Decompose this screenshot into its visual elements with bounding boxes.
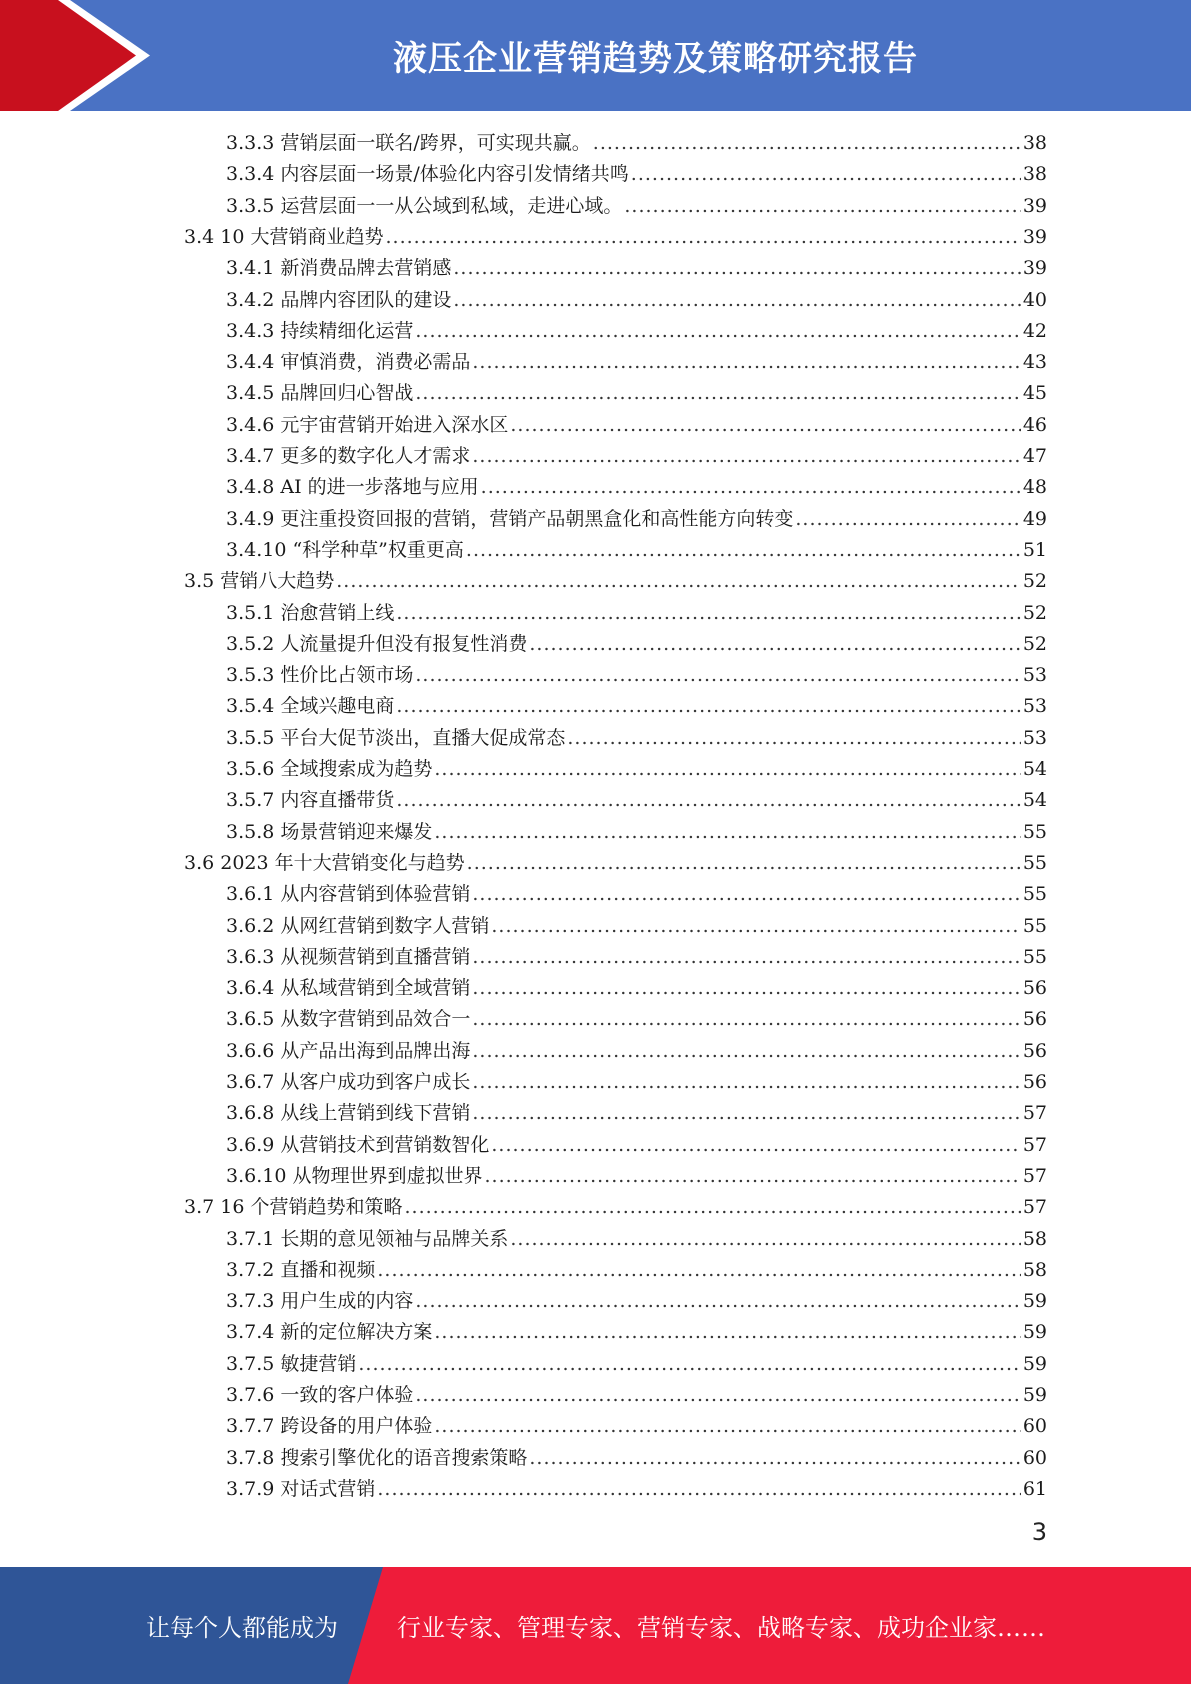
toc-entry-page: 39 (1022, 194, 1047, 217)
toc-leader-dots (377, 1474, 1020, 1505)
toc-entry[interactable] (184, 848, 1047, 879)
toc-entry-title: 3.6.5 从数字营销到品效合一 (226, 1008, 471, 1031)
toc-leader-dots (472, 879, 1020, 910)
toc-entry[interactable] (226, 1161, 1047, 1192)
toc-entry[interactable] (226, 410, 1047, 441)
toc-entry[interactable] (226, 1286, 1047, 1317)
toc-entry[interactable] (226, 316, 1047, 347)
toc-entry-title: 3.4.1 新消费品牌去营销感 (226, 257, 452, 280)
toc-entry-page: 54 (1022, 789, 1047, 812)
toc-entry-title: 3.4.7 更多的数字化人才需求 (226, 445, 471, 467)
toc-entry-page: 58 (1022, 1227, 1047, 1250)
toc-entry-title: 3.7.9 对话式营销 (226, 1477, 376, 1500)
toc-entry-title: 3.4.3 持续精细化运营 (226, 319, 414, 342)
toc-entry-title: 3.7.2 直播和视频 (226, 1258, 376, 1281)
toc-leader-dots (358, 1349, 1020, 1380)
toc-entry-title: 3.6.7 从客户成功到客户成长 (226, 1071, 471, 1093)
toc-entry-title: 3.3.5 运营层面一一从公域到私域，走进心域。 (226, 194, 623, 217)
toc-entry[interactable] (226, 504, 1047, 535)
toc-leader-dots (472, 1004, 1020, 1035)
toc-leader-dots (484, 1161, 1020, 1192)
toc-leader-dots (415, 378, 1020, 409)
toc-entry-page: 49 (1022, 507, 1047, 530)
toc-leader-dots (453, 285, 1020, 316)
toc-entry[interactable] (226, 817, 1047, 848)
page-header (0, 0, 1191, 111)
toc-entry-page: 45 (1022, 382, 1047, 405)
page-footer (0, 1567, 1191, 1684)
toc-entry-page: 46 (1022, 413, 1047, 436)
toc-entry[interactable] (226, 1349, 1047, 1380)
toc-entry-title: 3.7.6 一致的客户体验 (226, 1384, 414, 1406)
toc-entry-page: 39 (1022, 257, 1047, 280)
footer-slogan-right: 行业专家、管理专家、营销专家、战略专家、成功企业家…… (397, 1614, 1045, 1642)
toc-entry-title: 3.4 10 大营销商业趋势 (184, 225, 384, 248)
toc-entry[interactable] (226, 1317, 1047, 1348)
toc-leader-dots (472, 942, 1020, 973)
toc-entry-page: 47 (1022, 445, 1047, 467)
toc-entry[interactable] (226, 629, 1047, 660)
toc-entry-page: 56 (1022, 977, 1047, 1000)
toc-entry-page: 58 (1022, 1258, 1047, 1281)
toc-entry[interactable] (226, 128, 1047, 159)
toc-leader-dots (434, 1317, 1020, 1348)
toc-entry-title: 3.4.10 “科学种草”权重更高 (226, 538, 464, 561)
toc-leader-dots (510, 1224, 1020, 1255)
toc-entry[interactable] (184, 1192, 1047, 1223)
toc-entry[interactable] (226, 723, 1047, 754)
toc-leader-dots (385, 222, 1020, 253)
toc-entry-page: 57 (1022, 1133, 1047, 1156)
toc-entry-title: 3.6.3 从视频营销到直播营销 (226, 945, 471, 968)
toc-entry-page: 53 (1022, 726, 1047, 749)
toc-entry-page: 56 (1022, 1008, 1047, 1031)
toc-entry[interactable] (226, 1130, 1047, 1161)
toc-leader-dots (434, 1411, 1020, 1442)
toc-entry-title: 3.6.9 从营销技术到营销数智化 (226, 1133, 490, 1156)
toc-entry[interactable] (226, 879, 1047, 910)
toc-entry[interactable] (226, 660, 1047, 691)
toc-entry-page: 55 (1022, 883, 1047, 906)
toc-leader-dots (529, 629, 1020, 660)
toc-leader-dots (491, 911, 1020, 942)
toc-entry[interactable] (226, 1036, 1047, 1067)
toc-entry[interactable] (184, 222, 1047, 253)
toc-leader-dots (472, 973, 1020, 1004)
toc-entry-title: 3.4.4 审慎消费，消费必需品 (226, 351, 471, 374)
toc-entry-title: 3.3.3 营销层面一联名/跨界，可实现共赢。 (226, 132, 591, 154)
toc-entry[interactable] (226, 754, 1047, 785)
toc-entry-page: 55 (1022, 914, 1047, 937)
toc-entry-title: 3.7.8 搜索引擎优化的语音搜索策略 (226, 1446, 528, 1469)
toc-entry[interactable] (226, 1067, 1047, 1098)
toc-leader-dots (529, 1443, 1020, 1474)
toc-entry-title: 3.7.3 用户生成的内容 (226, 1290, 414, 1313)
toc-leader-dots (415, 1286, 1020, 1317)
toc-leader-dots (631, 159, 1021, 190)
toc-entry-title: 3.5.5 平台大促节淡出，直播大促成常态 (226, 726, 566, 749)
toc-entry-title: 3.6.10 从物理世界到虚拟世界 (226, 1164, 483, 1187)
toc-entry[interactable] (184, 566, 1047, 597)
toc-entry[interactable] (226, 785, 1047, 816)
toc-entry-page: 55 (1022, 945, 1047, 968)
toc-leader-dots (472, 347, 1020, 378)
toc-entry-page: 60 (1022, 1446, 1047, 1469)
toc-entry-page: 59 (1022, 1290, 1047, 1313)
toc-entry[interactable] (226, 159, 1047, 190)
toc-entry-page: 61 (1022, 1477, 1047, 1500)
toc-entry-title: 3.3.4 内容层面一场景/体验化内容引发情绪共鸣 (226, 163, 629, 186)
toc-leader-dots (472, 1067, 1020, 1098)
toc-entry-title: 3.4.6 元宇宙营销开始进入深水区 (226, 413, 509, 436)
toc-entry[interactable] (226, 973, 1047, 1004)
toc-entry-title: 3.7.4 新的定位解决方案 (226, 1321, 433, 1344)
toc-entry-page: 59 (1022, 1384, 1047, 1406)
toc-entry-page: 52 (1022, 570, 1047, 593)
toc-entry-title: 3.6.4 从私域营销到全域营销 (226, 977, 471, 1000)
toc-entry-page: 57 (1022, 1164, 1047, 1187)
toc-entry[interactable] (226, 911, 1047, 942)
toc-entry-title: 3.6.1 从内容营销到体验营销 (226, 883, 471, 906)
toc-entry-page: 48 (1022, 476, 1047, 499)
toc-entry-title: 3.4.5 品牌回归心智战 (226, 382, 414, 405)
toc-entry-page: 39 (1022, 225, 1047, 248)
toc-entry-title: 3.5.7 内容直播带货 (226, 789, 395, 812)
toc-entry[interactable] (226, 535, 1047, 566)
toc-leader-dots (404, 1192, 1020, 1223)
toc-leader-dots (434, 817, 1020, 848)
toc-entry-page: 38 (1022, 132, 1047, 154)
toc-leader-dots (336, 566, 1021, 597)
toc-entry[interactable] (226, 1443, 1047, 1474)
toc-leader-dots (491, 1130, 1020, 1161)
toc-entry[interactable] (226, 691, 1047, 722)
toc-entry-page: 56 (1022, 1039, 1047, 1062)
toc-leader-dots (510, 410, 1020, 441)
toc-entry-title: 3.5 营销八大趋势 (184, 570, 335, 593)
toc-entry-page: 40 (1022, 288, 1047, 311)
toc-entry[interactable] (226, 1411, 1047, 1442)
toc-leader-dots (434, 754, 1020, 785)
toc-entry[interactable] (226, 1380, 1047, 1411)
toc-entry[interactable] (226, 253, 1047, 284)
toc-entry-page: 56 (1022, 1071, 1047, 1093)
toc-entry-title: 3.7 16 个营销趋势和策略 (184, 1196, 403, 1219)
toc-entry[interactable] (226, 1255, 1047, 1286)
toc-entry-page: 42 (1022, 319, 1047, 342)
toc-leader-dots (415, 1380, 1020, 1411)
toc-entry-title: 3.5.8 场景营销迎来爆发 (226, 820, 433, 843)
toc-entry-title: 3.4.2 品牌内容团队的建设 (226, 288, 452, 311)
toc-entry-title: 3.5.4 全域兴趣电商 (226, 695, 395, 718)
toc-entry-page: 53 (1022, 695, 1047, 718)
toc-entry[interactable] (226, 378, 1047, 409)
toc-entry-title: 3.7.5 敏捷营销 (226, 1352, 357, 1375)
toc-leader-dots (396, 785, 1020, 816)
toc-entry-page: 55 (1022, 820, 1047, 843)
toc-entry-page: 53 (1022, 664, 1047, 687)
toc-entry-page: 59 (1022, 1321, 1047, 1344)
toc-leader-dots (567, 723, 1020, 754)
toc-entry-page: 55 (1022, 851, 1047, 874)
toc-entry-page: 57 (1022, 1196, 1047, 1219)
toc-entry[interactable] (226, 285, 1047, 316)
page-number: 3 (1031, 1518, 1047, 1546)
toc-entry[interactable] (226, 1004, 1047, 1035)
toc-leader-dots (481, 472, 1021, 503)
toc-entry[interactable] (226, 1098, 1047, 1129)
toc-entry-page: 54 (1022, 758, 1047, 780)
toc-entry-title: 3.5.3 性价比占领市场 (226, 664, 414, 687)
toc-entry-title: 3.5.1 治愈营销上线 (226, 601, 395, 624)
toc-entry-page: 59 (1022, 1352, 1047, 1375)
toc-entry-title: 3.7.7 跨设备的用户体验 (226, 1415, 433, 1438)
toc-leader-dots (396, 691, 1020, 722)
toc-entry-title: 3.4.8 AI 的进一步落地与应用 (226, 476, 479, 499)
toc-leader-dots (795, 504, 1020, 535)
toc-entry[interactable] (226, 942, 1047, 973)
toc-leader-dots (472, 1098, 1020, 1129)
toc-leader-dots (415, 316, 1020, 347)
toc-entry-title: 3.6 2023 年十大营销变化与趋势 (184, 851, 465, 874)
toc-leader-dots (396, 598, 1020, 629)
toc-entry-page: 52 (1022, 632, 1047, 655)
toc-entry-title: 3.7.1 长期的意见领袖与品牌关系 (226, 1227, 509, 1250)
toc-entry[interactable] (226, 1474, 1047, 1505)
toc-entry-page: 52 (1022, 601, 1047, 624)
toc-leader-dots (593, 128, 1021, 159)
toc-entry-page: 57 (1022, 1102, 1047, 1125)
header-arrow-decoration (0, 0, 160, 111)
toc-entry-title: 3.6.2 从网红营销到数字人营销 (226, 914, 490, 937)
toc-entry-page: 60 (1022, 1415, 1047, 1438)
toc-leader-dots (377, 1255, 1020, 1286)
toc-entry[interactable] (226, 347, 1047, 378)
toc-entry-title: 3.4.9 更注重投资回报的营销，营销产品朝黑盒化和高性能方向转变 (226, 507, 794, 530)
toc-leader-dots (466, 535, 1021, 566)
toc-entry-title: 3.5.6 全域搜索成为趋势 (226, 758, 433, 780)
toc-entry[interactable] (226, 1224, 1047, 1255)
toc-entry-title: 3.6.6 从产品出海到品牌出海 (226, 1039, 471, 1062)
toc-entry-page: 51 (1022, 538, 1047, 561)
toc-leader-dots (472, 1036, 1020, 1067)
footer-slogan-left: 让每个人都能成为 (146, 1614, 338, 1642)
toc-leader-dots (453, 253, 1020, 284)
toc-entry[interactable] (226, 191, 1047, 222)
toc-entry-page: 43 (1022, 351, 1047, 374)
toc-entry[interactable] (226, 441, 1047, 472)
report-title: 液压企业营销趋势及策略研究报告 (393, 39, 918, 79)
toc-entry-title: 3.6.8 从线上营销到线下营销 (226, 1102, 471, 1125)
toc-entry-page: 38 (1022, 163, 1047, 186)
toc-leader-dots (415, 660, 1020, 691)
toc-leader-dots (472, 441, 1020, 472)
toc-leader-dots (624, 191, 1020, 222)
toc-entry[interactable] (226, 598, 1047, 629)
toc-leader-dots (467, 848, 1021, 879)
toc-entry[interactable] (226, 472, 1047, 503)
toc-entry-title: 3.5.2 人流量提升但没有报复性消费 (226, 632, 528, 655)
